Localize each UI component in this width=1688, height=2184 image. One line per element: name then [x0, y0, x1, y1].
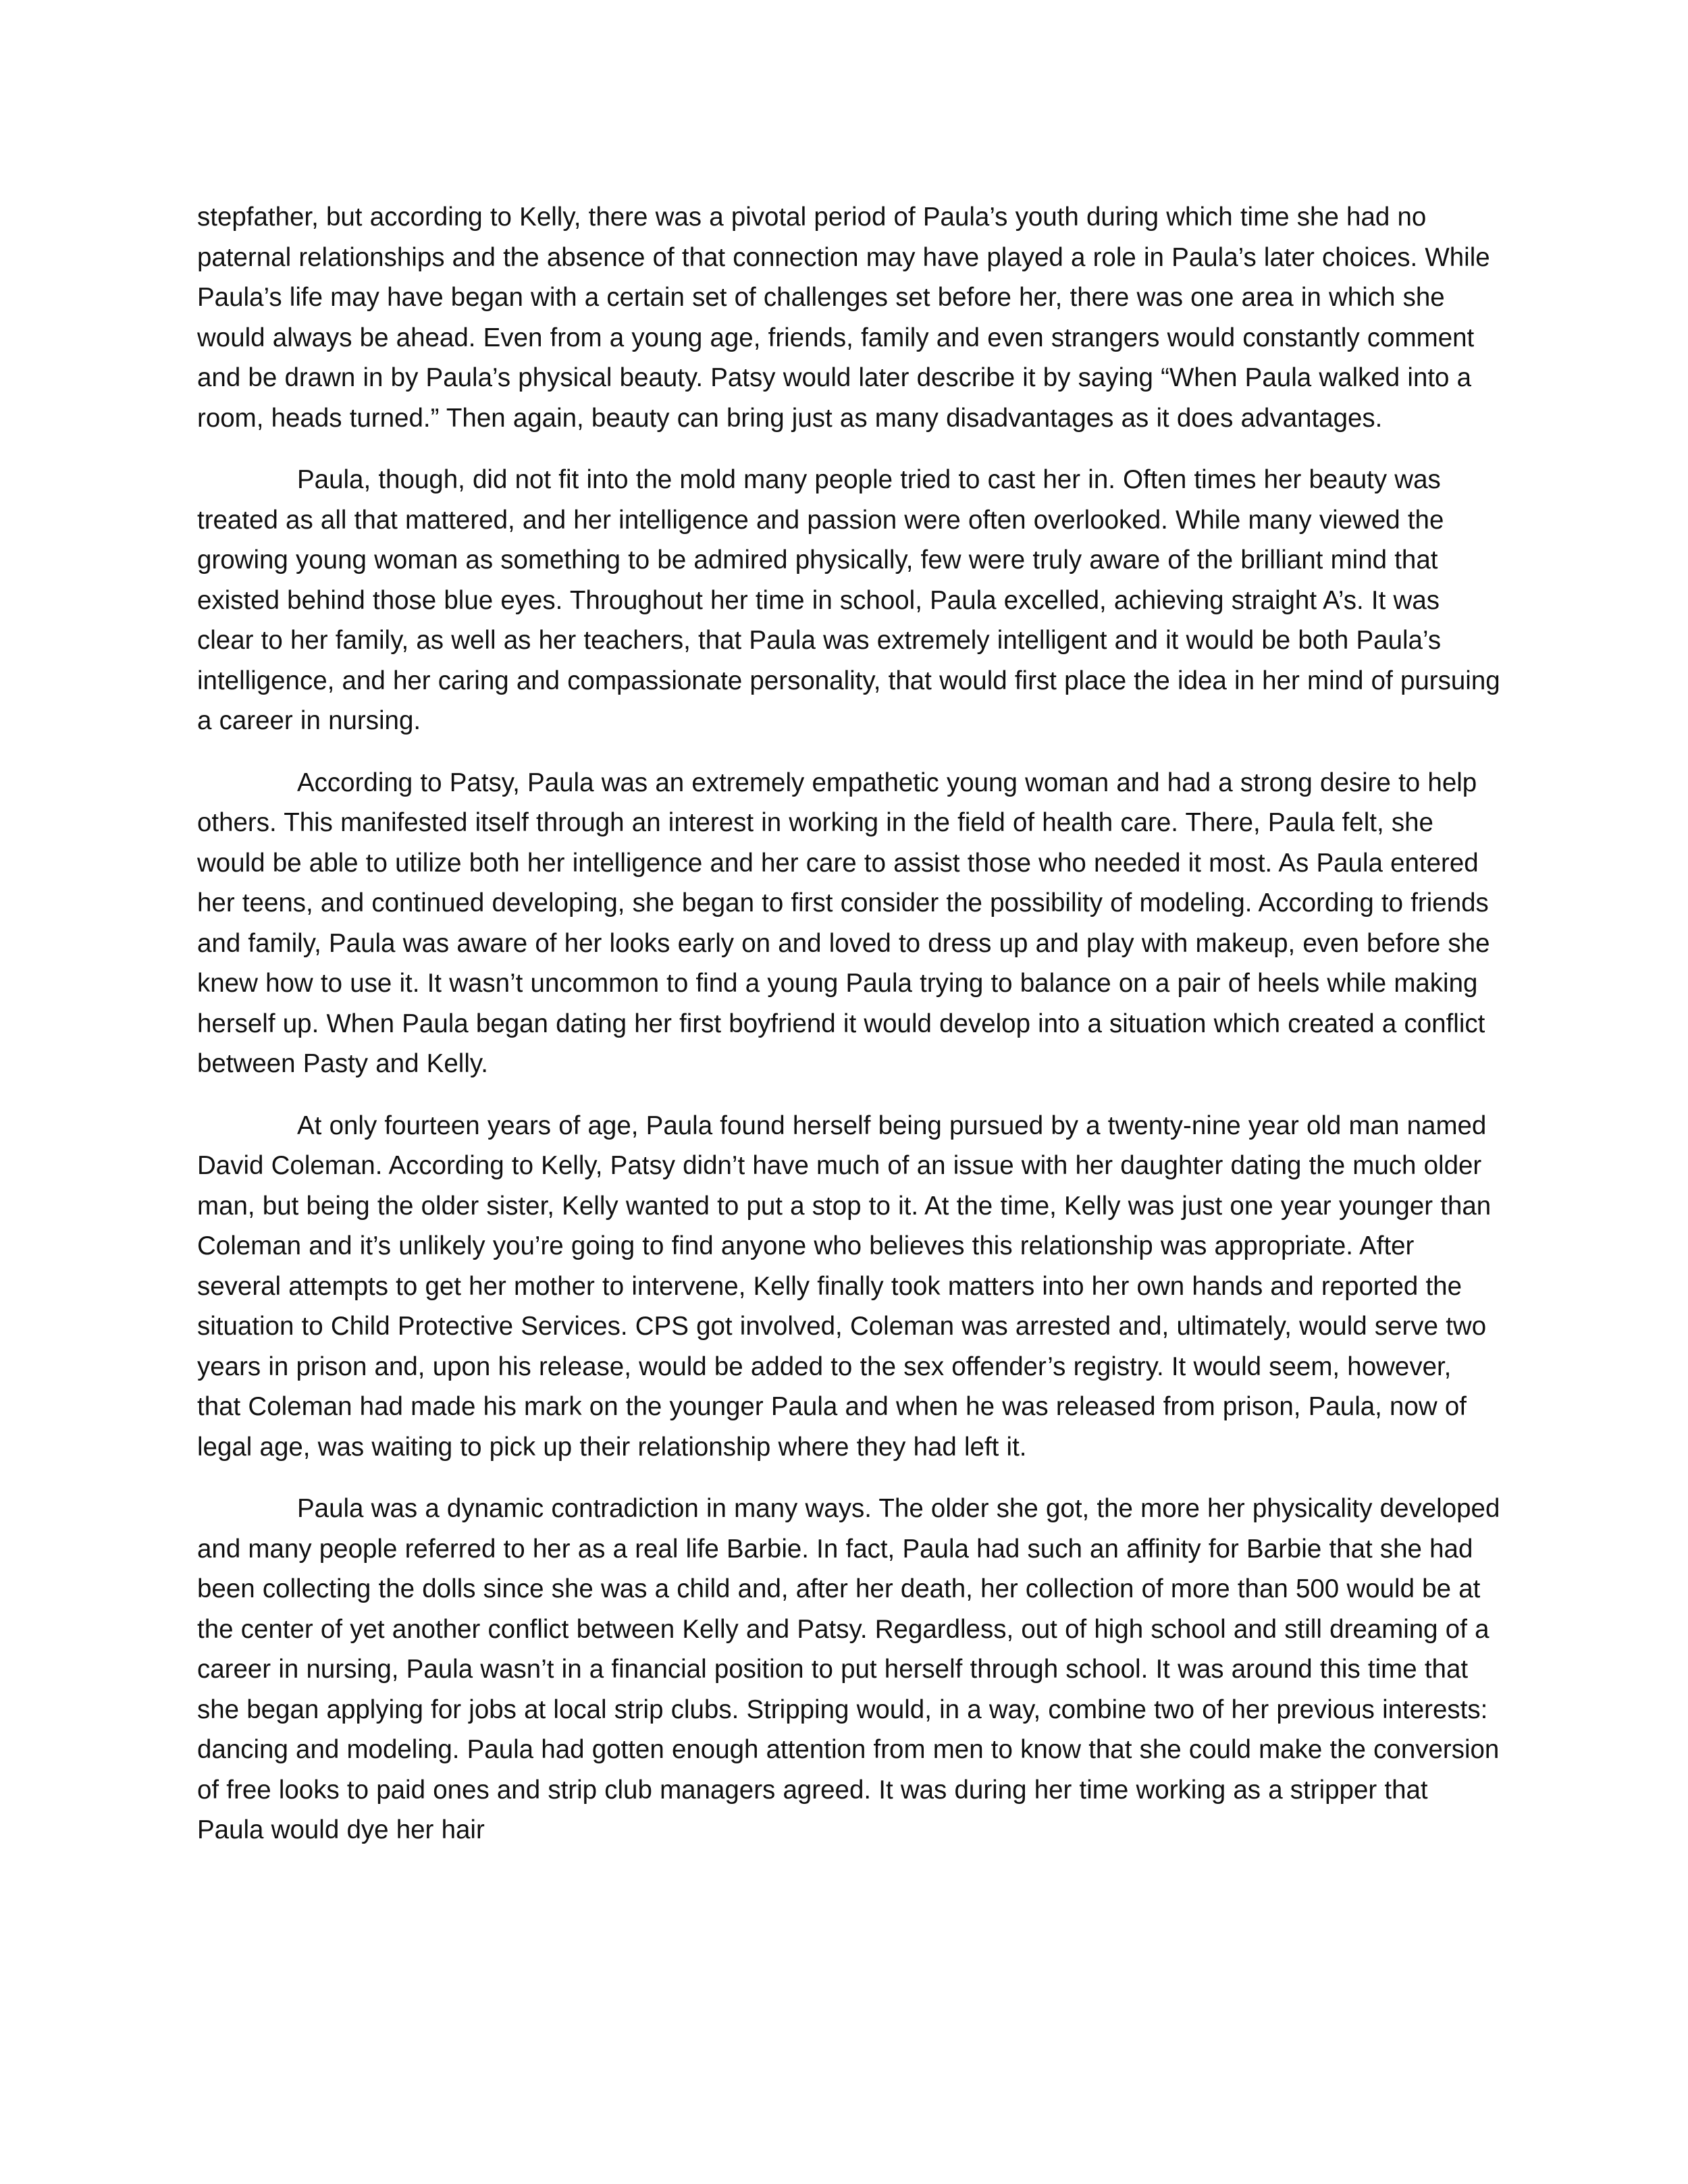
paragraph-1: stepfather, but according to Kelly, there was a pivotal period of Paula’s youth during which time she had no paternal relationships and the absence of that connection may have played a role in Paula’s later choices. While Paula’s life may have began with a certain set of challenges set before her, there was one area in which she would always be ahead. Even from a young age, friends, family and even strangers would constantly comment and be drawn in by Paula’s physical beauty. Patsy would later describe it by saying “When Paula walked into a room, heads turned.” Then again, beauty can bring just as many disadvantages as it does advantages.: [197, 203, 1490, 433]
paragraph-4: At only fourteen years of age, Paula found herself being pursued by a twenty-nine year old man named David Coleman. According to Kelly, Patsy didn’t have much of an issue with her daughter dating the much older man, but being the older sister, Kelly wanted to put a stop to it. At the time, Kelly was just one year younger than Coleman and it’s unlikely you’re going to find anyone who believes this relationship was appropriate. After several attempts to get her mother to intervene, Kelly finally took matters into her own hands and reported the situation to Child Protective Services. CPS got involved, Coleman was arrested and, ultimately, would serve two years in prison and, upon his release, would be added to the sex offender’s registry. It would seem, however, that Coleman had made his mark on the younger Paula and when he was released from prison, Paula, now of legal age, was waiting to pick up their relationship where they had left it.: [197, 1111, 1492, 1462]
document-body: [197, 197, 1500, 1872]
paragraph-3: According to Patsy, Paula was an extremely empathetic young woman and had a strong desire to help others. This manifested itself through an interest in working in the field of health care. There, Paula felt, she would be able to utilize both her intelligence and her care to assist those who needed it most. As Paula entered her teens, and continued developing, she began to first consider the possibility of modeling. According to friends and family, Paula was aware of her looks early on and loved to dress up and play with makeup, even before she knew how to use it. It wasn’t uncommon to find a young Paula trying to balance on a pair of heels while making herself up. When Paula began dating her first boyfriend it would develop into a situation which created a conflict between Pasty and Kelly.: [197, 768, 1490, 1078]
paragraph-5: Paula was a dynamic contradiction in many ways. The older she got, the more her physicality developed and many people referred to her as a real life Barbie. In fact, Paula had such an affinity for Barbie that she had been collecting the dolls since she was a child and, after her death, her collection of more than 500 would be at the center of yet another conflict between Kelly and Patsy. Regardless, out of high school and still dreaming of a career in nursing, Paula wasn’t in a financial position to put herself through school. It was around this time that she began applying for jobs at local strip clubs. Stripping would, in a way, combine two of her previous interests: dancing and modeling. Paula had gotten enough attention from men to know that she could make the conversion of free looks to paid ones and strip club managers agreed. It was during her time working as a stripper that Paula would dye her hair: [197, 1494, 1500, 1844]
paragraph-2: Paula, though, did not fit into the mold many people tried to cast her in. Often times her beauty was treated as all that mattered, and her intelligence and passion were often overlooked. While many viewed the growing young woman as something to be admired physically, few were truly aware of the brilliant mind that existed behind those blue eyes. Throughout her time in school, Paula excelled, achieving straight A’s. It was clear to her family, as well as her teachers, that Paula was extremely intelligent and it would be both Paula’s intelligence, and her caring and compassionate personality, that would first place the idea in her mind of pursuing a career in nursing.: [197, 465, 1500, 735]
